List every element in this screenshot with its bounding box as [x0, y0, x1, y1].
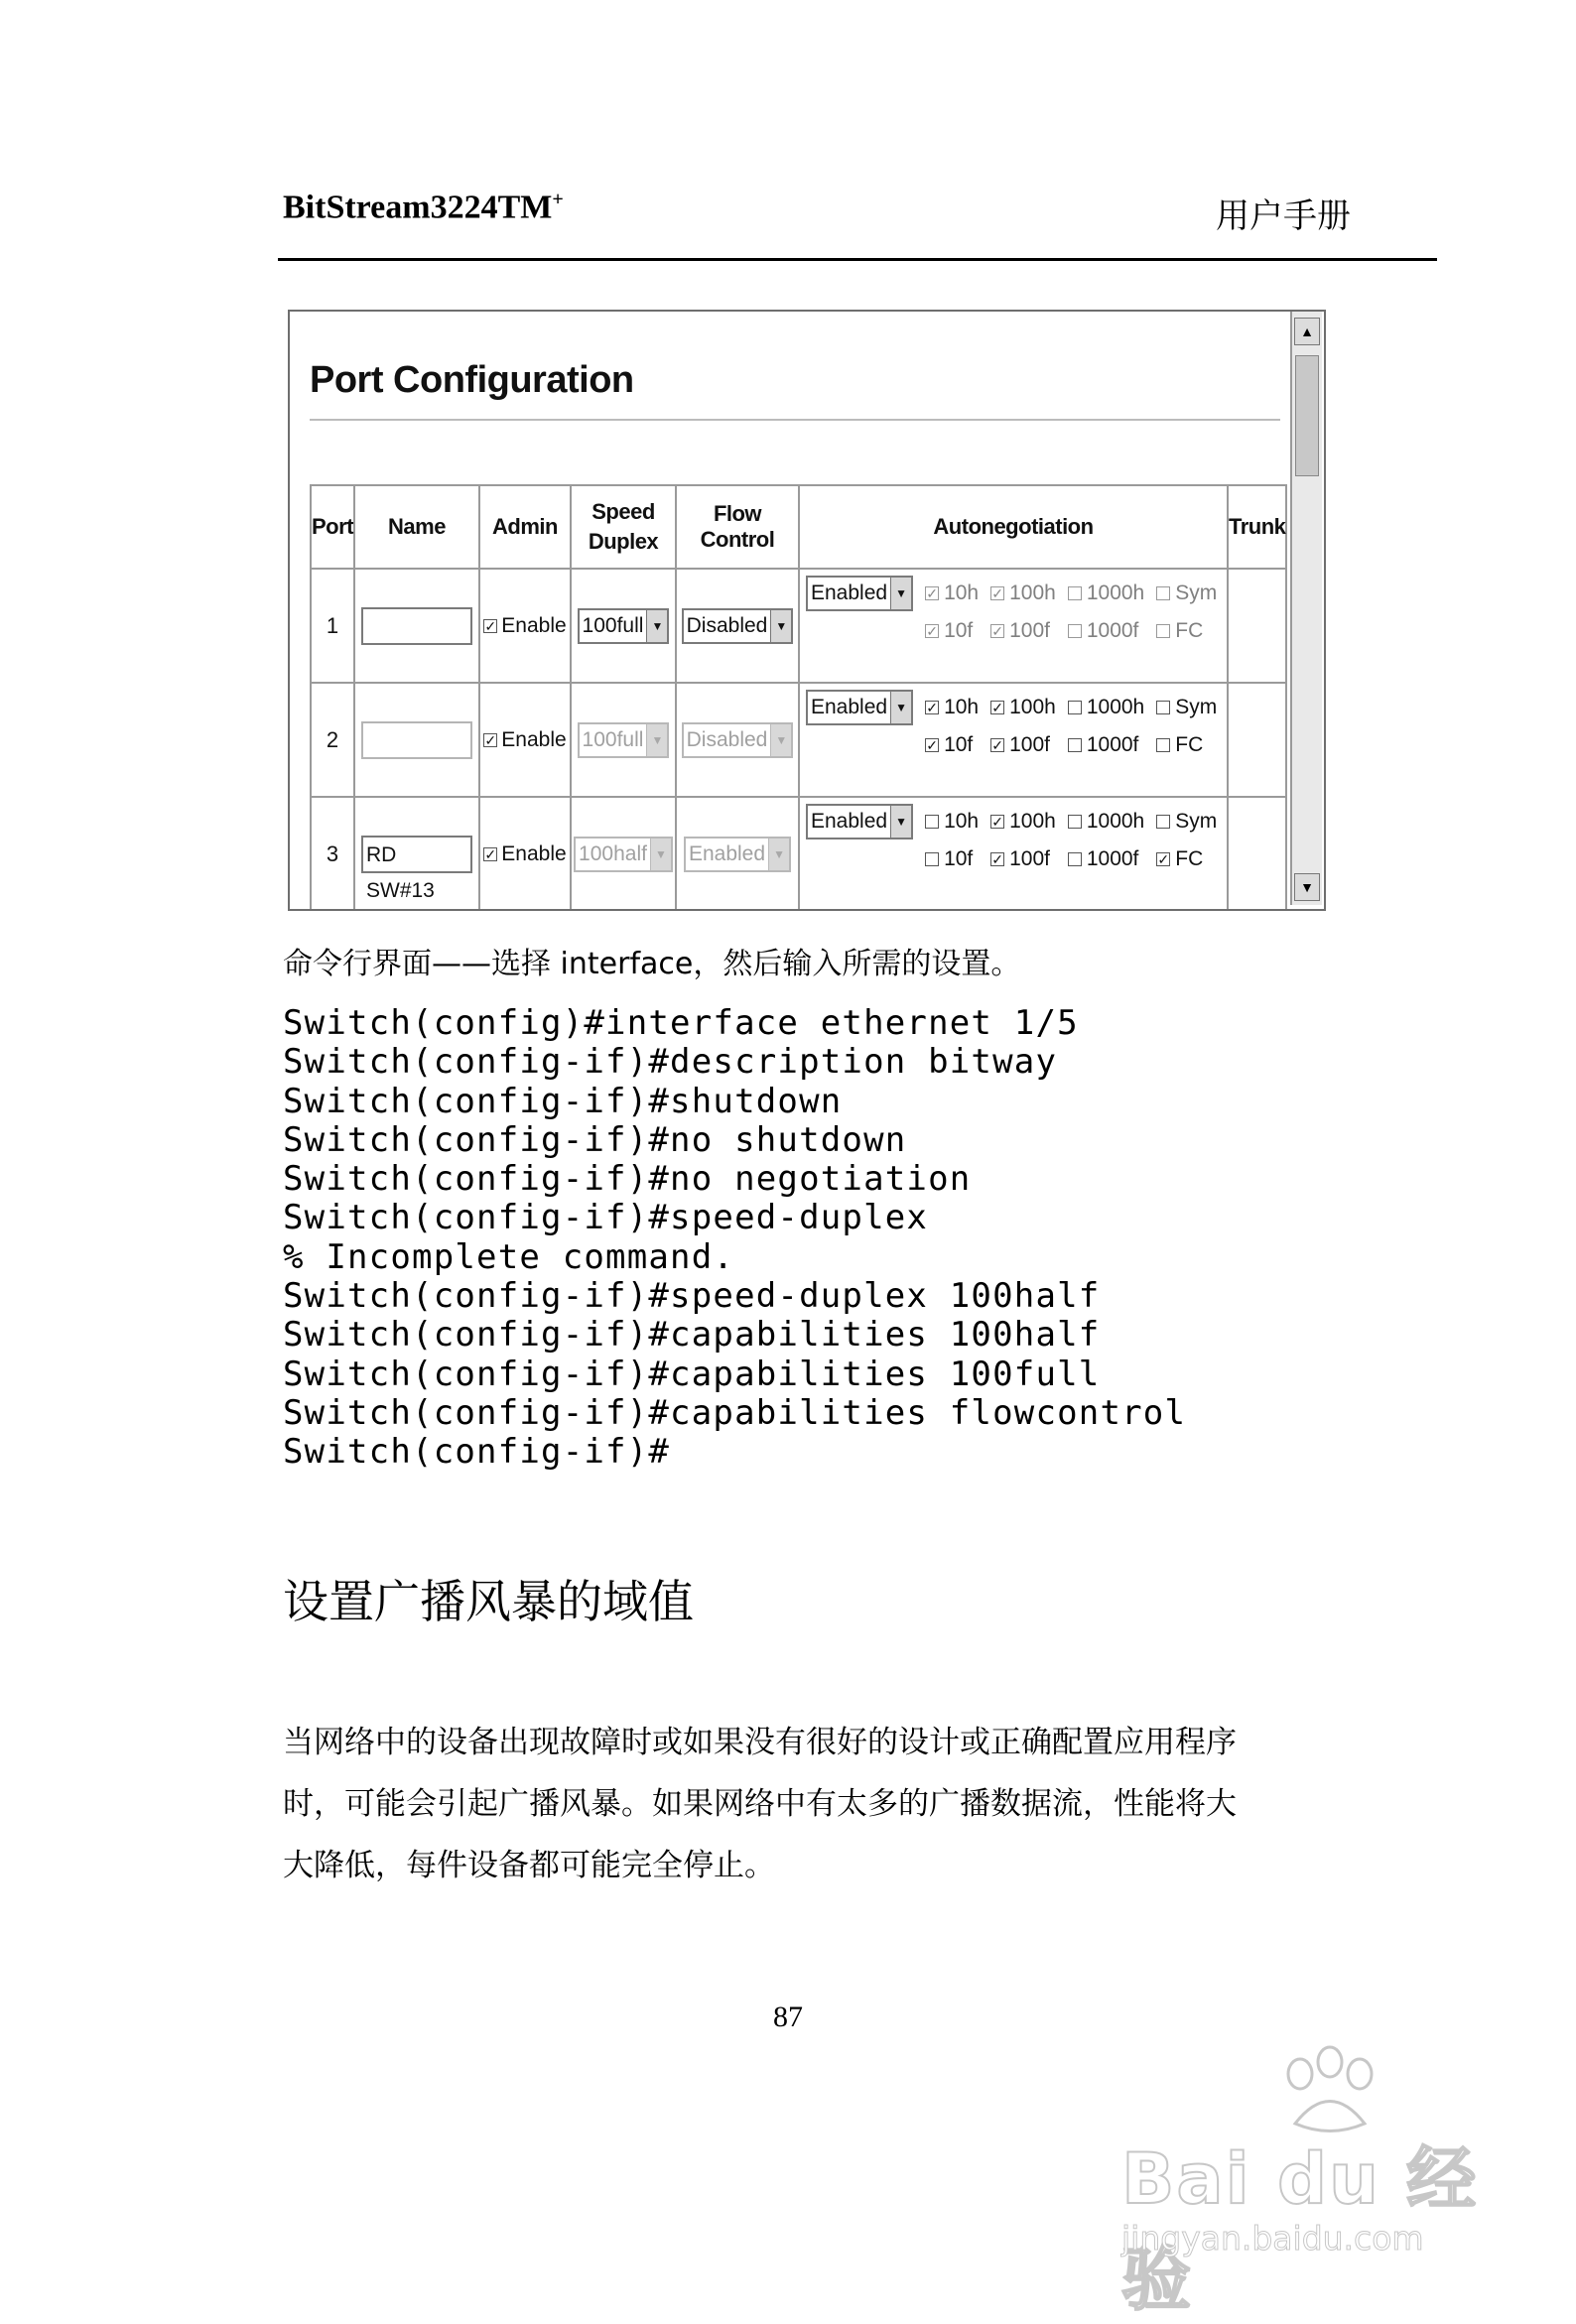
- autonegotiation-select[interactable]: Enabled ▼: [806, 690, 913, 725]
- cli-line: Switch(config)#interface ethernet 1/5: [283, 1003, 1079, 1043]
- capability-10f-checkbox[interactable]: ✓ 10f: [926, 619, 974, 642]
- checkbox-checked-icon: ✓: [484, 617, 497, 634]
- table-row: [311, 683, 1286, 797]
- autonegotiation-select[interactable]: Enabled ▼: [806, 576, 913, 611]
- speed-duplex-select[interactable]: 100full ▼: [578, 608, 670, 644]
- paragraph-line: 时，可能会引起广播风暴。如果网络中有太多的广播数据流，性能将大: [283, 1786, 1237, 1822]
- capability-fc-checkbox[interactable]: ✓ FC: [1157, 847, 1204, 870]
- scrollbar-thumb[interactable]: [1295, 355, 1319, 476]
- chevron-down-icon: ▼: [770, 724, 791, 756]
- capability-sym-checkbox[interactable]: Sym: [1156, 810, 1217, 834]
- capability-100f-checkbox[interactable]: ✓ 100f: [991, 619, 1050, 642]
- table-row: [311, 569, 1286, 683]
- column-header: Name: [354, 485, 479, 569]
- checkbox-checked-icon: ✓: [484, 845, 497, 862]
- screenshot-title: Port Configuration: [310, 359, 634, 401]
- port-name-input[interactable]: [361, 721, 472, 759]
- scroll-down-icon[interactable]: ▼: [1294, 873, 1320, 901]
- paragraph-line: 当网络中的设备出现故障时或如果没有很好的设计或正确配置应用程序: [283, 1725, 1237, 1760]
- table-row: [311, 797, 1286, 911]
- column-header: Trunk: [1228, 485, 1286, 569]
- header-product: BitStream3224TM+: [283, 189, 564, 226]
- trunk-cell: [1228, 797, 1286, 911]
- watermark-url: jingyan.baidu.com: [1121, 2219, 1424, 2258]
- flow-control-select[interactable]: Disabled ▼: [682, 608, 794, 644]
- capability-sym-checkbox[interactable]: Sym: [1156, 581, 1217, 605]
- page-number: 87: [773, 2001, 803, 2033]
- header-manual-title: 用户手册: [1216, 196, 1351, 236]
- capability-1000h-checkbox[interactable]: 1000h: [1068, 581, 1144, 605]
- chevron-down-icon: ▼: [650, 839, 671, 870]
- paw-logo-icon: [1270, 2044, 1389, 2133]
- column-header: Admin: [479, 485, 571, 569]
- paragraph-line: 大降低，每件设备都可能完全停止。: [283, 1848, 775, 1883]
- cli-line: Switch(config-if)#no shutdown: [283, 1119, 907, 1160]
- admin-checkbox[interactable]: ✓ Enable: [484, 841, 567, 865]
- cli-line: Switch(config-if)#capabilities flowcontrol: [283, 1392, 1187, 1433]
- watermark-brand: Bai du 经验: [1121, 2138, 1479, 2320]
- port-config-table: [310, 484, 1287, 911]
- capability-1000f-checkbox[interactable]: 1000f: [1068, 847, 1144, 871]
- header-divider: [278, 258, 1437, 261]
- chevron-down-icon: ▼: [890, 692, 911, 723]
- baidu-jingyan-watermark: [1121, 2044, 1499, 2320]
- capability-100h-checkbox[interactable]: ✓ 100h: [991, 581, 1056, 604]
- admin-checkbox[interactable]: ✓ Enable: [484, 613, 567, 637]
- capability-10h-checkbox[interactable]: ✓ 10h: [926, 581, 980, 604]
- column-header: Speed Duplex: [571, 485, 676, 569]
- cli-line: % Incomplete command.: [283, 1236, 735, 1277]
- capability-sym-checkbox[interactable]: Sym: [1156, 696, 1217, 719]
- body-paragraph: [283, 1712, 1414, 1896]
- capability-100h-checkbox[interactable]: ✓ 100h: [991, 810, 1056, 833]
- column-header: Port: [311, 485, 354, 569]
- capability-10f-checkbox[interactable]: 10f: [925, 847, 979, 871]
- port-number: 3: [311, 797, 354, 911]
- port-name-input[interactable]: RD SW#13: [361, 836, 472, 873]
- chevron-down-icon: ▼: [890, 806, 911, 838]
- capability-10h-checkbox[interactable]: 10h: [925, 810, 979, 834]
- section-heading: 设置广播风暴的域值: [283, 1575, 694, 1628]
- capability-100f-checkbox[interactable]: ✓ 100f: [991, 733, 1050, 756]
- capability-10h-checkbox[interactable]: ✓ 10h: [926, 696, 980, 718]
- trunk-cell: [1228, 569, 1286, 683]
- port-number: 2: [311, 683, 354, 797]
- scroll-up-icon[interactable]: ▲: [1294, 318, 1320, 345]
- cli-line: Switch(config-if)#speed-duplex 100half: [283, 1276, 1101, 1317]
- chevron-down-icon: ▼: [646, 610, 667, 642]
- port-configuration-screenshot: [288, 310, 1326, 911]
- capability-1000f-checkbox[interactable]: 1000f: [1068, 733, 1144, 757]
- chevron-down-icon: ▼: [890, 578, 911, 609]
- title-divider: [310, 419, 1280, 421]
- capability-1000h-checkbox[interactable]: 1000h: [1068, 696, 1144, 719]
- trunk-cell: [1228, 683, 1286, 797]
- autonegotiation-select[interactable]: Enabled ▼: [806, 804, 913, 839]
- chevron-down-icon: ▼: [768, 839, 789, 870]
- column-header: Flow Control: [676, 485, 799, 569]
- cli-example: [283, 1004, 1186, 1473]
- port-number: 1: [311, 569, 354, 683]
- cli-caption: 命令行界面——选择 interface，然后输入所需的设置。: [283, 947, 1021, 981]
- column-header: Autonegotiation: [799, 485, 1228, 569]
- capability-10f-checkbox[interactable]: ✓ 10f: [926, 733, 974, 756]
- cli-line: Switch(config-if)#no negotiation: [283, 1159, 972, 1200]
- speed-duplex-select[interactable]: 100half ▼: [574, 837, 673, 872]
- capability-fc-checkbox[interactable]: FC: [1156, 619, 1217, 643]
- capability-fc-checkbox[interactable]: FC: [1156, 733, 1217, 757]
- cli-line: Switch(config-if)#shutdown: [283, 1081, 843, 1121]
- capability-1000h-checkbox[interactable]: 1000h: [1068, 810, 1144, 834]
- cli-line: Switch(config-if)#capabilities 100full: [283, 1354, 1101, 1394]
- capability-100h-checkbox[interactable]: ✓ 100h: [991, 696, 1056, 718]
- speed-duplex-select[interactable]: 100full ▼: [578, 722, 670, 758]
- table-header-row: [311, 485, 1286, 569]
- cli-line: Switch(config-if)#: [283, 1432, 671, 1473]
- vertical-scrollbar[interactable]: [1290, 312, 1322, 905]
- port-name-input[interactable]: [361, 607, 472, 645]
- cli-line: Switch(config-if)#description bitway: [283, 1042, 1058, 1083]
- flow-control-select[interactable]: Disabled ▼: [682, 722, 794, 758]
- flow-control-select[interactable]: Enabled ▼: [684, 837, 791, 872]
- capability-1000f-checkbox[interactable]: 1000f: [1068, 619, 1144, 643]
- cli-line: Switch(config-if)#speed-duplex: [283, 1198, 929, 1238]
- capability-100f-checkbox[interactable]: ✓ 100f: [991, 847, 1050, 870]
- cli-line: Switch(config-if)#capabilities 100half: [283, 1315, 1101, 1356]
- chevron-down-icon: ▼: [770, 610, 791, 642]
- admin-checkbox[interactable]: ✓ Enable: [484, 727, 567, 751]
- checkbox-checked-icon: ✓: [484, 731, 497, 748]
- chevron-down-icon: ▼: [646, 724, 667, 756]
